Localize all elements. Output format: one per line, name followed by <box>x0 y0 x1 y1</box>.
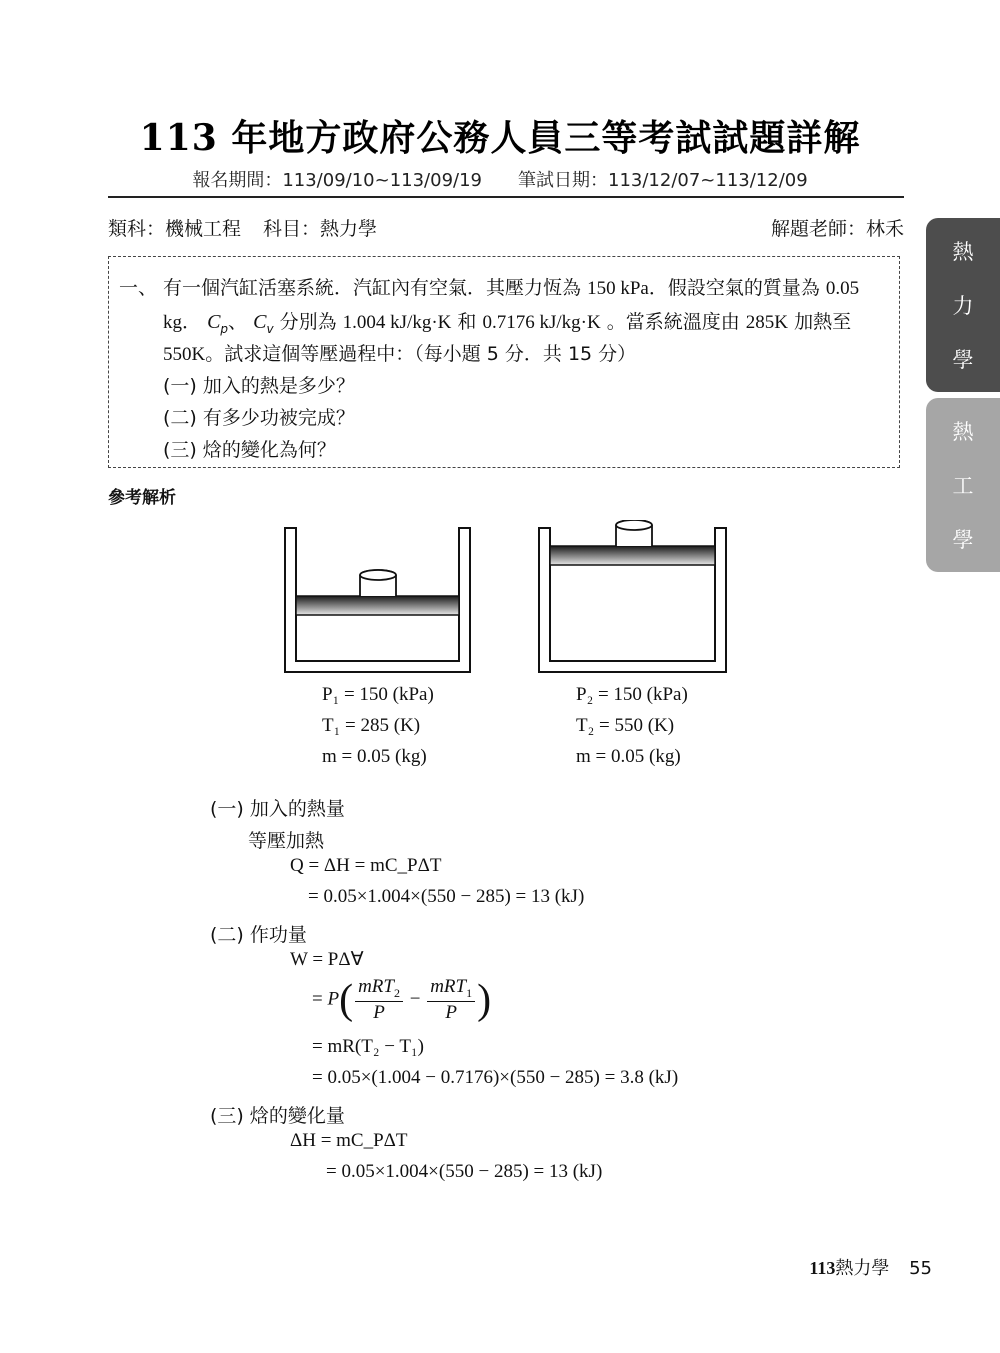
piston-2 <box>550 546 715 565</box>
question-box <box>108 256 900 468</box>
state2-mass: m = 0.05 (kg) <box>576 746 681 767</box>
sub-question-2: (二) 有多少功被完成？ <box>163 407 355 429</box>
page-footer <box>809 1254 932 1280</box>
cylinder-state-2 <box>539 520 726 672</box>
tab-char: 力 <box>952 294 974 318</box>
tab-char: 熱 <box>952 420 974 444</box>
solution-part3-eq1: ΔH = mC_PΔT <box>290 1130 408 1151</box>
solution-part2-eq1: W = PΔ∀ <box>290 949 364 970</box>
exam-meta <box>108 214 377 241</box>
page-title: 113 年地方政府公務人員三等考試試題詳解 <box>139 117 861 159</box>
solution-part2-eq2: = P( $\frac{mRT_2}{P}$ − $\frac{mRT_1}{P}$ ) <box>312 976 492 1023</box>
header-divider <box>108 196 904 198</box>
teacher-label: 解題老師：林禾 <box>770 218 904 240</box>
question-line-3: 550K。試求這個等壓過程中：（每小題 5 分．共 15 分） <box>163 343 637 365</box>
solution-part2-heading: (二) 作功量 <box>210 924 307 946</box>
subject-label: 科目：熱力學 <box>263 218 378 240</box>
footer-label-text: 熱力學 <box>835 1258 890 1279</box>
solution-part1-note: 等壓加熱 <box>248 830 325 852</box>
cylinder-state-1 <box>285 528 470 672</box>
written-exam-dates: 筆試日期：113/12/07~113/12/09 <box>518 170 808 191</box>
registration-period: 報名期間：113/09/10~113/09/19 <box>192 170 482 191</box>
exam-dates <box>0 166 1000 192</box>
tab-char: 學 <box>952 348 974 372</box>
piston-cylinder-diagram <box>280 520 740 676</box>
solution-part1-heading: (一) 加入的熱量 <box>210 798 345 820</box>
page-number: 55 <box>909 1258 932 1279</box>
sub-question-1: (一) 加入的熱是多少？ <box>163 375 355 397</box>
sub-question-3: (三) 焓的變化為何？ <box>163 439 336 461</box>
category-label: 類科：機械工程 <box>108 218 242 240</box>
state1-mass: m = 0.05 (kg) <box>322 746 427 767</box>
state2-pressure: P₂ = 150 (kPa) <box>576 684 688 705</box>
solution-part2-eq3: = mR(T₂ − T₁) <box>312 1036 424 1057</box>
piston-1 <box>296 596 459 615</box>
solution-part3-heading: (三) 焓的變化量 <box>210 1105 345 1127</box>
tab-char: 熱 <box>952 240 974 264</box>
state1-temperature: T₁ = 285 (K) <box>322 715 421 736</box>
tab-thermodynamics[interactable] <box>926 218 1000 392</box>
solution-part1-eq2: = 0.05×1.004×(550 − 285) = 13 (kJ) <box>308 886 585 907</box>
state1-pressure: P₁ = 150 (kPa) <box>322 684 434 705</box>
tab-heat-engineering[interactable] <box>926 398 1000 572</box>
solution-part3-eq2: = 0.05×1.004×(550 − 285) = 13 (kJ) <box>326 1161 603 1182</box>
solution-part2-eq4: = 0.05×(1.004 − 0.7176)×(550 − 285) = 3.8 (kJ) <box>312 1067 679 1088</box>
reference-solution-label: 參考解析 <box>108 488 176 508</box>
tab-char: 工 <box>952 474 974 498</box>
state2-temperature: T₂ = 550 (K) <box>576 715 675 736</box>
solution-part1-eq1: Q = ΔH = mC_PΔT <box>290 855 442 876</box>
footer-label-number: 113 <box>809 1258 836 1278</box>
question-line-1: 一、 有一個汽缸活塞系統．汽缸內有空氣．其壓力恆為 150 kPa．假設空氣的質量為 0.05 <box>119 277 860 299</box>
question-line-2: kg． $C_p$、 $C_v$ 分別為 1.004 kJ/kg·K 和 0.7176 kJ/kg·K 。當系統溫度由 285K 加熱至 <box>163 311 852 336</box>
tab-char: 學 <box>952 528 974 552</box>
